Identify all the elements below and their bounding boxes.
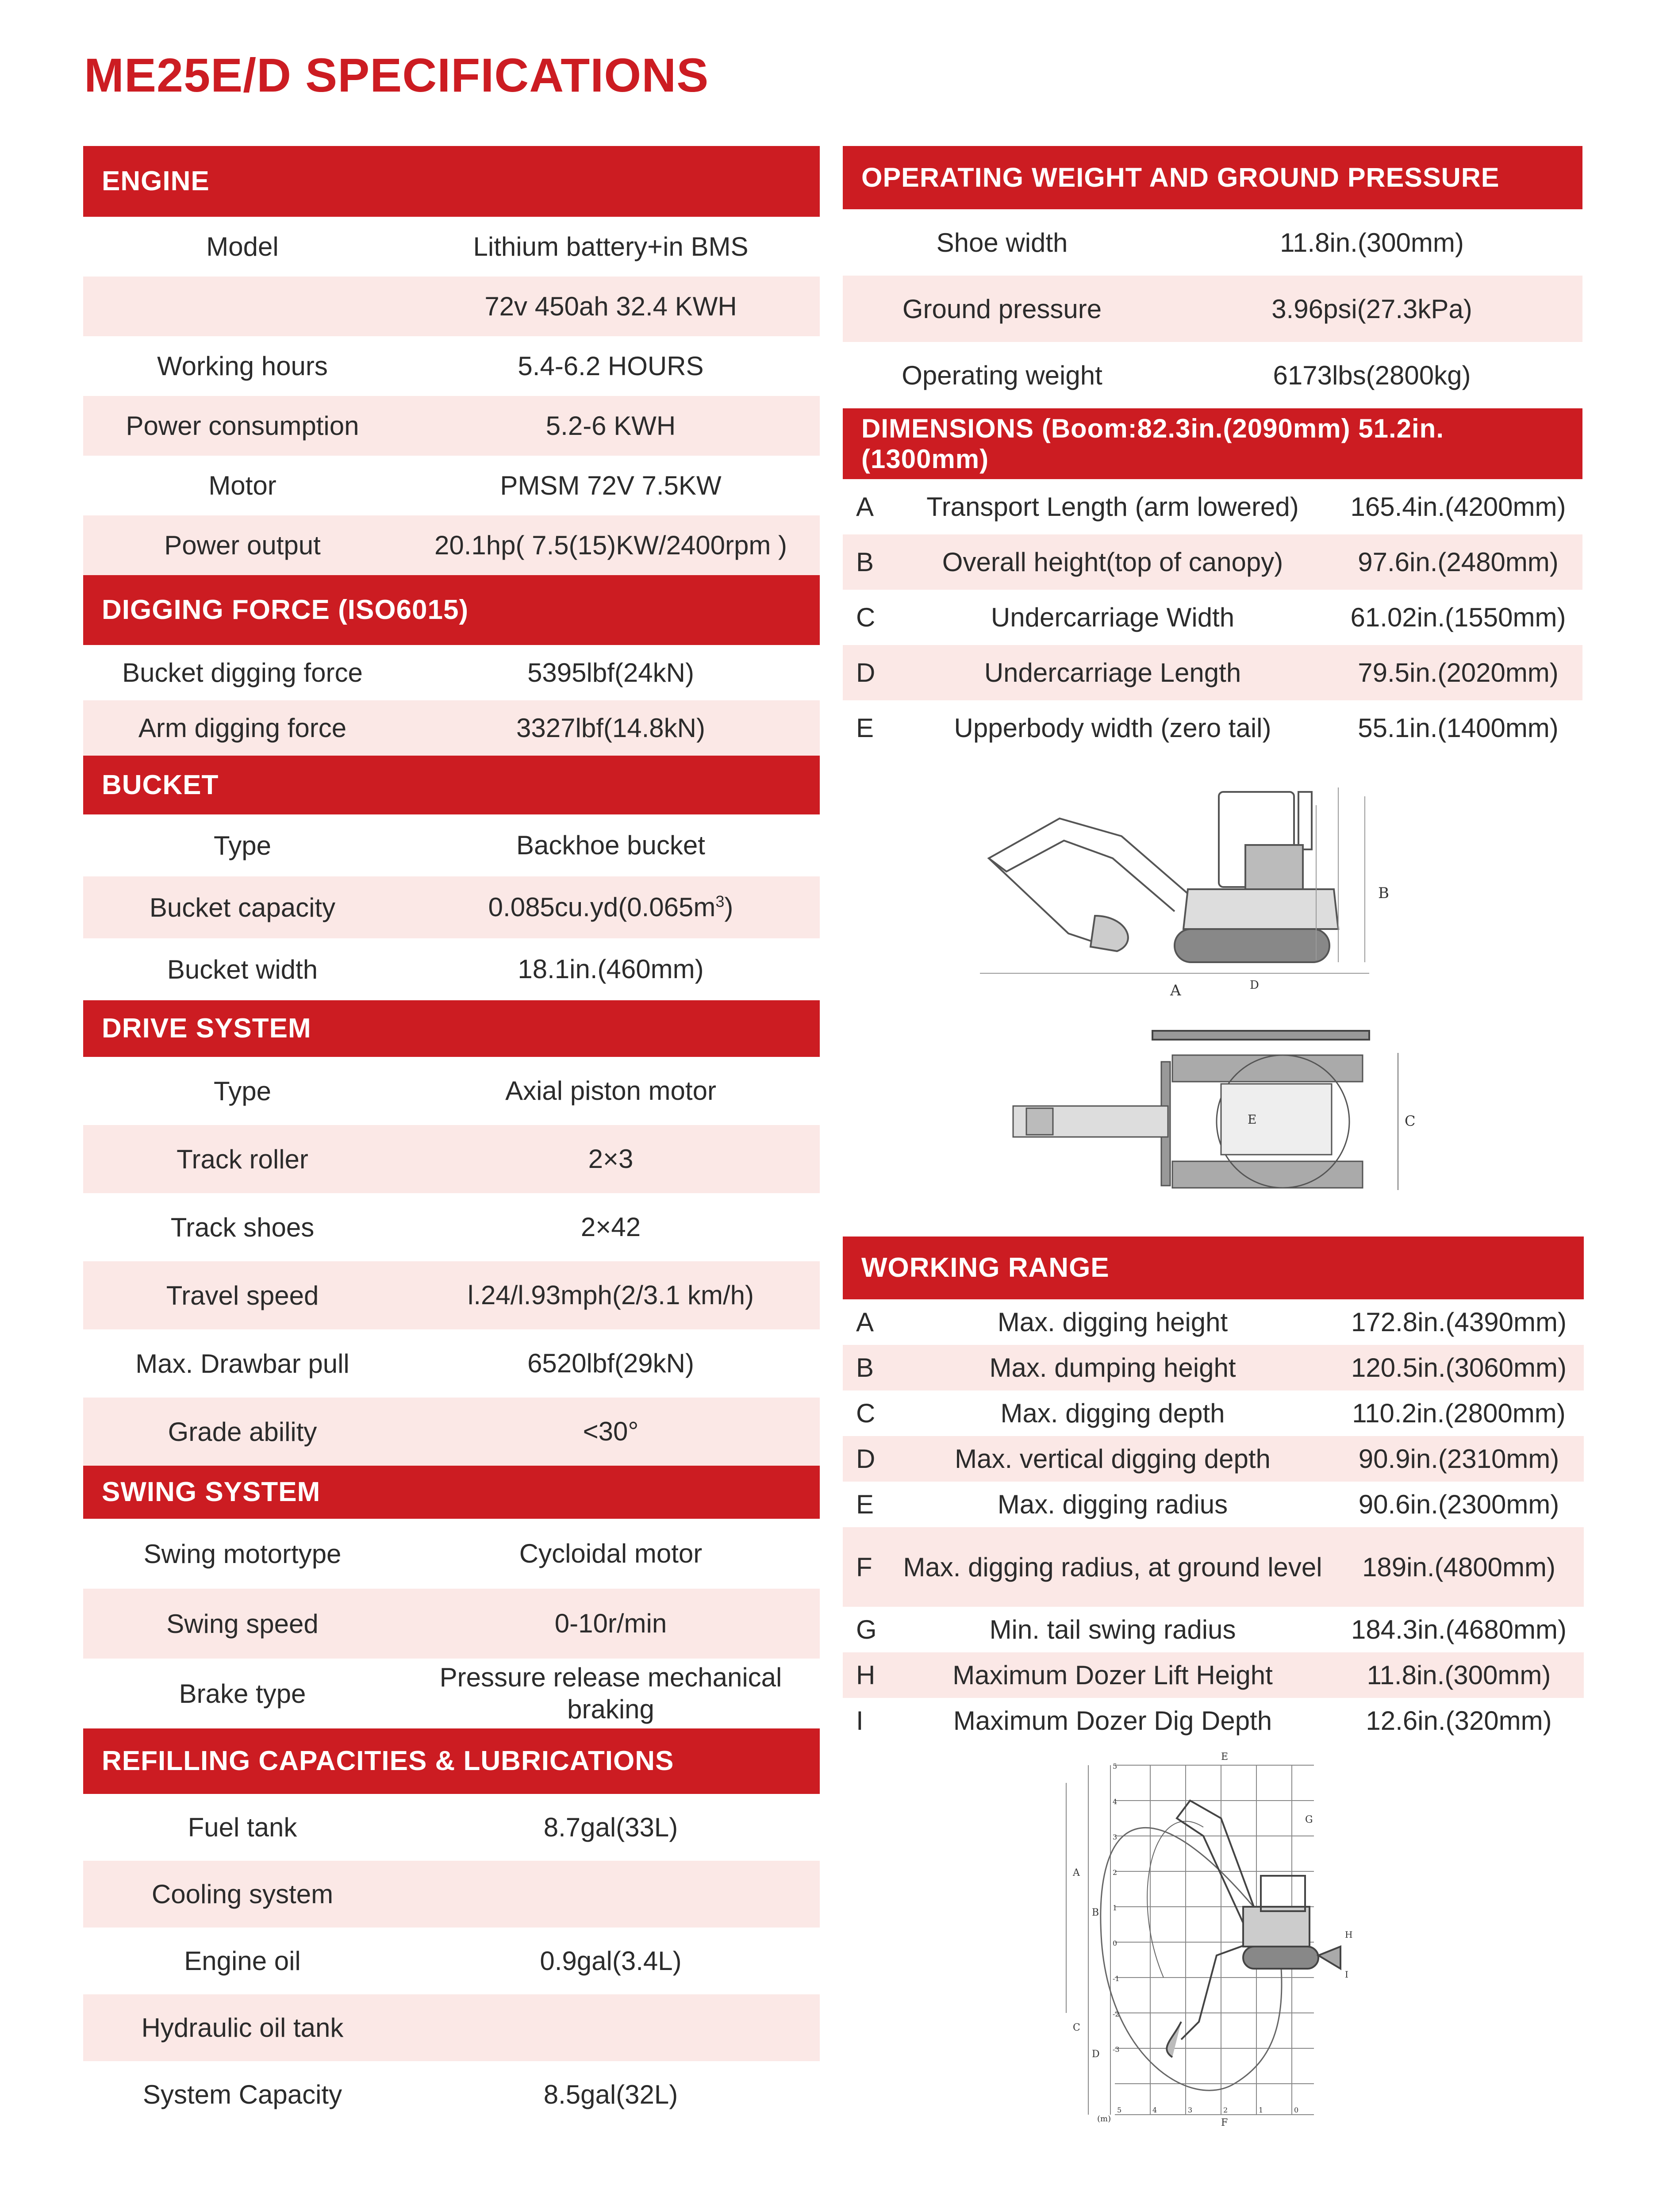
spec-label: Track shoes (170, 1212, 315, 1242)
spec-value: 6173lbs(2800kg) (1273, 360, 1471, 390)
table-row (843, 276, 1582, 342)
spec-value: 8.5gal(32L) (543, 2079, 678, 2109)
label-a: A (1073, 1867, 1080, 1878)
spec-value: Cycloidal motor (519, 1539, 703, 1568)
table-row (83, 515, 820, 575)
spec-value: Pressure release mechanical braking (439, 1663, 782, 1724)
spec-value: 6520lbf(29kN) (527, 1348, 694, 1378)
spec-value: 5395lbf(24kN) (527, 657, 694, 687)
range-letter: G (856, 1615, 877, 1644)
table-row (83, 1589, 820, 1659)
table-row (843, 209, 1582, 276)
label-i: I (1345, 1969, 1348, 1980)
unit-label: (m) (1097, 2114, 1111, 2124)
table-row (843, 1482, 1584, 1527)
working-range-header: WORKING RANGE (843, 1237, 1584, 1299)
range-letter: D (856, 1444, 876, 1474)
spec-value: 72v 450ah 32.4 KWH (484, 291, 737, 321)
dim-value: 97.6in.(2480mm) (1358, 547, 1559, 577)
spec-value (402, 891, 820, 923)
range-label: Max. dumping height (989, 1353, 1236, 1382)
spec-label: Brake type (179, 1678, 306, 1709)
table-row (843, 1607, 1584, 1652)
spec-label: Engine oil (184, 1946, 301, 1976)
spec-value: PMSM 72V 7.5KW (500, 470, 722, 500)
range-label: Maximum Dozer Dig Depth (953, 1706, 1272, 1736)
spec-label: Travel speed (166, 1280, 319, 1310)
spec-label: Motor (208, 471, 276, 500)
operating-weight-header: OPERATING WEIGHT AND GROUND PRESSURE (843, 146, 1582, 209)
page-title: ME25E/D SPECIFICATIONS (84, 48, 709, 102)
table-row (83, 1928, 820, 1994)
dim-label: Undercarriage Length (984, 658, 1241, 687)
label-e: E (1248, 1112, 1257, 1127)
capacity-suffix: ) (724, 892, 733, 922)
range-letter: B (856, 1353, 874, 1382)
label-d: D (1092, 2049, 1100, 2060)
table-row (83, 1861, 820, 1928)
table-row (83, 217, 820, 276)
spec-label: Power output (164, 530, 321, 560)
spec-value: 11.8in.(300mm) (1280, 227, 1464, 257)
x-tick: 4 (1152, 2106, 1157, 2114)
range-value: 184.3in.(4680mm) (1351, 1615, 1567, 1644)
capacity-value: 0.085cu.yd(0.065m (488, 892, 716, 922)
table-row (843, 534, 1582, 590)
range-letter: F (856, 1552, 872, 1582)
range-letter: C (856, 1398, 876, 1428)
table-row (83, 1994, 820, 2061)
spec-value: 5.2-6 KWH (545, 411, 676, 441)
x-tick: 3 (1188, 2106, 1193, 2114)
spec-value: 2×3 (588, 1144, 634, 1174)
spec-value: Lithium battery+in BMS (473, 231, 749, 261)
spec-label: Bucket digging force (122, 658, 363, 687)
label-b: B (1378, 884, 1389, 902)
spec-value: l.24/l.93mph(2/3.1 km/h) (468, 1280, 754, 1310)
engine-header: ENGINE (83, 146, 820, 217)
digging-force-header: DIGGING FORCE (ISO6015) (83, 575, 820, 645)
dim-value: 61.02in.(1550mm) (1350, 603, 1566, 632)
table-row (83, 396, 820, 456)
label-h: H (1345, 1929, 1353, 1940)
spec-value: 20.1hp( 7.5(15)KW/2400rpm ) (434, 530, 787, 560)
spec-label: Power consumption (126, 411, 359, 441)
table-row (843, 1345, 1584, 1390)
spec-value: 0-10r/min (554, 1609, 667, 1638)
table-row (843, 1652, 1584, 1698)
y-tick: -1 (1113, 1974, 1120, 1983)
table-row (83, 1398, 820, 1466)
range-letter: I (856, 1706, 864, 1736)
refilling-header: REFILLING CAPACITIES & LUBRICATIONS (83, 1728, 820, 1794)
table-row (843, 590, 1582, 645)
table-row (83, 1329, 820, 1398)
range-label: Maximum Dozer Lift Height (952, 1660, 1273, 1690)
dim-letter: E (856, 713, 874, 743)
right-column (843, 146, 1582, 756)
y-tick: 0 (1113, 1939, 1118, 1947)
table-row (83, 645, 820, 700)
x-tick: 0 (1294, 2106, 1299, 2114)
table-row (83, 2061, 820, 2128)
swing-system-header: SWING SYSTEM (83, 1466, 820, 1519)
spec-label: Swing speed (166, 1609, 319, 1639)
range-value: 172.8in.(4390mm) (1351, 1307, 1567, 1337)
spec-label: Hydraulic oil tank (141, 2013, 344, 2043)
y-tick: 1 (1113, 1904, 1118, 1912)
spec-label: Bucket width (167, 954, 318, 984)
table-row (843, 1436, 1584, 1482)
label-c: C (1405, 1113, 1416, 1129)
working-range-section (843, 1237, 1584, 1743)
spec-label: Model (206, 232, 279, 261)
range-label: Max. digging radius, at ground level (903, 1552, 1322, 1582)
spec-label: Track roller (177, 1144, 308, 1174)
range-value: 110.2in.(2800mm) (1352, 1398, 1566, 1428)
label-g: G (1305, 1814, 1313, 1825)
range-letter: A (856, 1307, 874, 1337)
table-row (83, 814, 820, 876)
spec-value: 3.96psi(27.3kPa) (1271, 294, 1472, 324)
capacity-superscript: 3 (715, 892, 725, 910)
spec-value: 2×42 (580, 1212, 641, 1242)
spec-value: 8.7gal(33L) (543, 1812, 678, 1842)
table-row (843, 1390, 1584, 1436)
left-column (83, 146, 820, 2128)
spec-label: Max. Drawbar pull (135, 1348, 349, 1379)
table-row (83, 700, 820, 756)
x-tick: 5 (1117, 2106, 1122, 2114)
x-tick: 1 (1259, 2106, 1263, 2114)
bucket-header: BUCKET (83, 756, 820, 814)
dim-label: Overall height(top of canopy) (942, 547, 1283, 577)
table-row (83, 1057, 820, 1125)
dim-value: 79.5in.(2020mm) (1358, 658, 1559, 687)
y-tick: 4 (1113, 1797, 1118, 1806)
drive-system-header: DRIVE SYSTEM (83, 1000, 820, 1057)
spec-label: System Capacity (142, 2080, 342, 2109)
spec-value: 3327lbf(14.8kN) (516, 713, 705, 743)
y-tick: 5 (1113, 1762, 1118, 1770)
spec-value: <30° (583, 1417, 639, 1446)
range-value: 11.8in.(300mm) (1367, 1660, 1551, 1690)
range-value: 120.5in.(3060mm) (1351, 1353, 1567, 1382)
dim-label: Undercarriage Width (991, 603, 1235, 632)
table-row (843, 479, 1582, 534)
spec-label: Ground pressure (902, 294, 1102, 324)
table-row (843, 645, 1582, 700)
label-d: D (1250, 979, 1259, 992)
spec-label: Swing motortype (143, 1539, 342, 1569)
excavator-side-view-drawing (980, 783, 1422, 1051)
spec-label: Cooling system (151, 1879, 334, 1909)
y-tick: -3 (1113, 2045, 1120, 2054)
spec-label: Shoe width (936, 227, 1068, 257)
dimensions-header: DIMENSIONS (Boom:82.3in.(2090mm) 51.2in.(1300mm) (843, 408, 1582, 479)
table-row (843, 342, 1582, 408)
range-value: 189in.(4800mm) (1362, 1552, 1555, 1582)
table-row (843, 1299, 1584, 1345)
dim-value: 55.1in.(1400mm) (1358, 713, 1559, 743)
spec-value: Axial piston motor (505, 1076, 716, 1106)
dim-letter: C (856, 603, 876, 632)
range-label: Max. digging radius (997, 1490, 1228, 1519)
dim-letter: A (856, 492, 874, 522)
range-letter: H (856, 1660, 876, 1690)
dim-label: Upperbody width (zero tail) (954, 713, 1271, 743)
table-row (83, 456, 820, 515)
label-f: F (1221, 2117, 1228, 2128)
x-tick: 2 (1223, 2106, 1228, 2114)
spec-value: Backhoe bucket (516, 830, 705, 860)
working-range-drawing (1057, 1747, 1394, 2128)
table-row (83, 938, 820, 1000)
table-row (83, 1794, 820, 1861)
dim-letter: D (856, 658, 876, 687)
range-value: 12.6in.(320mm) (1366, 1706, 1552, 1736)
label-b: B (1092, 1907, 1099, 1918)
spec-label: Grade ability (168, 1417, 317, 1447)
dim-letter: B (856, 547, 874, 577)
spec-label: Operating weight (902, 360, 1102, 390)
spec-value: 18.1in.(460mm) (518, 954, 704, 984)
table-row (83, 276, 820, 336)
spec-label: Arm digging force (138, 713, 347, 743)
table-row (83, 1519, 820, 1589)
range-letter: E (856, 1490, 874, 1519)
range-label: Max. vertical digging depth (955, 1444, 1271, 1474)
table-row (83, 1261, 820, 1329)
y-tick: 3 (1113, 1833, 1118, 1841)
spec-value: 5.4-6.2 HOURS (518, 351, 704, 381)
excavator-top-view-drawing (1009, 1048, 1416, 1194)
table-row (83, 336, 820, 396)
table-row (83, 1125, 820, 1193)
range-label: Max. digging height (997, 1307, 1228, 1337)
spec-label: Bucket capacity (149, 892, 336, 922)
y-tick: -2 (1113, 2010, 1120, 2018)
spec-label: Working hours (157, 351, 328, 381)
dim-label: Transport Length (arm lowered) (926, 492, 1299, 522)
spec-label: Fuel tank (188, 1813, 297, 1842)
y-tick: 2 (1113, 1868, 1118, 1877)
table-row (83, 876, 820, 938)
label-e: E (1221, 1751, 1229, 1763)
spec-label: Type (213, 830, 272, 860)
table-row (843, 700, 1582, 756)
range-label: Min. tail swing radius (989, 1615, 1236, 1644)
table-row (83, 1659, 820, 1728)
dim-value: 165.4in.(4200mm) (1350, 492, 1566, 522)
label-c: C (1073, 2022, 1080, 2033)
table-row (843, 1527, 1584, 1607)
label-a: A (1170, 982, 1181, 999)
range-value: 90.9in.(2310mm) (1358, 1444, 1559, 1474)
table-row (843, 1698, 1584, 1743)
spec-value: 0.9gal(3.4L) (540, 1946, 682, 1976)
range-label: Max. digging depth (1000, 1398, 1225, 1428)
spec-label: Type (213, 1076, 272, 1106)
table-row (83, 1193, 820, 1261)
range-value: 90.6in.(2300mm) (1358, 1490, 1559, 1519)
